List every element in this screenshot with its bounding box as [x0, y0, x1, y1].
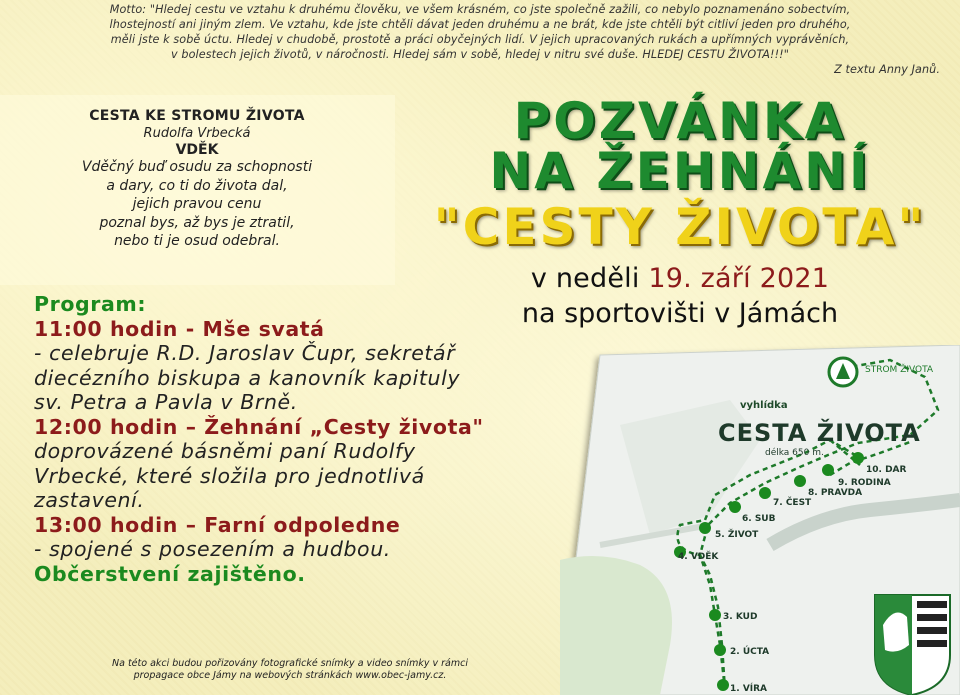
- program-line: Vrbecké, které složila pro jednotlivá: [34, 463, 425, 488]
- poem: [12, 108, 382, 251]
- motto-line: lhostejností ani jiným zlem. Ve vztahu, kde jste chtěli dávat jeden druhému a ne brát, kde jste chtěli být citliví jeden pro druhého,: [109, 18, 851, 31]
- coat-of-arms-icon: [875, 595, 950, 695]
- invitation-title-line1: POZVÁNKA: [513, 92, 847, 150]
- photo-notice-line: Na této akci budou pořizovány fotografické snímky a video snímky v rámci: [112, 658, 468, 669]
- event-place: na sportovišti v Jámách: [521, 298, 839, 329]
- poem-line: Vděčný buď osudu za schopnosti: [81, 159, 313, 175]
- map-stop-label: 9. RODINA: [838, 478, 891, 488]
- trail-stop-marker: [822, 464, 834, 476]
- map-stop-label: 6. SUB: [742, 514, 776, 524]
- poem-line: a dary, co ti do života dal,: [106, 177, 288, 194]
- map-tree-label: STROM ŽIVOTA: [865, 365, 934, 375]
- map-stop-label: 4. VDĚK: [678, 552, 719, 562]
- map-stop-label: 8. PRAVDA: [808, 488, 863, 498]
- map-stop-label: 5. ŽIVOT: [715, 530, 759, 540]
- poem-heading: VDĚK: [175, 142, 219, 158]
- trail-stop-marker: [794, 475, 806, 487]
- photo-notice-line: propagace obce Jámy na webových stránkách www.obec-jamy.cz.: [133, 670, 447, 681]
- trail-stop-marker: [729, 501, 741, 513]
- event-date: [400, 263, 960, 294]
- program-time: 13:00 hodin – Farní odpoledne: [34, 512, 401, 537]
- map-stop-label: 3. KUD: [723, 612, 758, 622]
- map-lookout: vyhlídka: [740, 400, 788, 411]
- map-stop-label: 1. VÍRA: [730, 684, 768, 694]
- motto-line: měli jste k sobě úctu. Hledej v chudobě, prostotě a práci obyčejných lidí. V jejich upracovaných rukách a upřímných vyprávěních,: [110, 33, 850, 46]
- motto-line: v bolestech jejich životů, v náročnosti. Hledej sám v sobě, hledej v nitru své duše. HLEDEJ CESTU ŽIVOTA!!!": [170, 48, 789, 61]
- invitation-title-line2: NA ŽEHNÁNÍ: [489, 142, 871, 200]
- program-line: - celebruje R.D. Jaroslav Čupr, sekretář: [34, 341, 456, 365]
- trail-stop-marker: [852, 452, 864, 464]
- poem-line: poznal bys, až bys je ztratil,: [99, 214, 295, 231]
- trail-stop-marker: [759, 487, 771, 499]
- photo-notice: [20, 658, 560, 682]
- map-stop-label: 10. DAR: [866, 465, 907, 475]
- date-prefix: v neděli: [530, 263, 640, 294]
- poem-author: Rudolfa Vrbecká: [143, 126, 251, 141]
- trail-stop-marker: [714, 644, 726, 656]
- trail-map: [560, 345, 960, 695]
- date-value: 19. září 2021: [648, 263, 830, 294]
- program-line: sv. Petra a Pavla v Brně.: [34, 390, 298, 414]
- program-time: 12:00 hodin – Žehnání „Cesty života": [34, 414, 484, 439]
- program-line: - spojené s posezením a hudbou.: [34, 537, 391, 561]
- program-line: zastavení.: [34, 488, 145, 512]
- trail-stop-marker: [709, 609, 721, 621]
- trail-stop-marker: [699, 522, 711, 534]
- poem-title: CESTA KE STROMU ŽIVOTA: [89, 108, 305, 124]
- motto-line: Motto: "Hledej cestu ve vztahu k druhému člověku, ve všem krásném, co jste společně zažili, co nebylo poznamenáno sobectvím,: [109, 3, 851, 16]
- program-closing: Občerstvení zajištěno.: [34, 561, 306, 586]
- program-line: diecézního biskupa a kanovník kapituly: [34, 365, 461, 390]
- motto-source: Z textu Anny Janů.: [834, 63, 940, 76]
- program-time: 11:00 hodin - Mše svatá: [34, 316, 325, 341]
- invitation-title-line3: "CESTY ŽIVOTA": [433, 198, 927, 256]
- map-trail-length: délka 650 m.: [765, 448, 824, 458]
- motto: [8, 2, 952, 77]
- program: [34, 292, 594, 586]
- poem-line: nebo ti je osud odebral.: [114, 233, 280, 249]
- map-stop-label: 7. ČEST: [773, 498, 812, 508]
- map-forest: [560, 556, 672, 695]
- map-stop-label: 2. ÚCTA: [730, 647, 770, 657]
- trail-stop-marker: [717, 679, 729, 691]
- program-heading: Program:: [34, 292, 147, 316]
- map-trail-name: CESTA ŽIVOTA: [718, 419, 921, 447]
- poem-line: jejich pravou cenu: [132, 196, 262, 212]
- program-line: doprovázené básněmi paní Rudolfy: [34, 439, 416, 463]
